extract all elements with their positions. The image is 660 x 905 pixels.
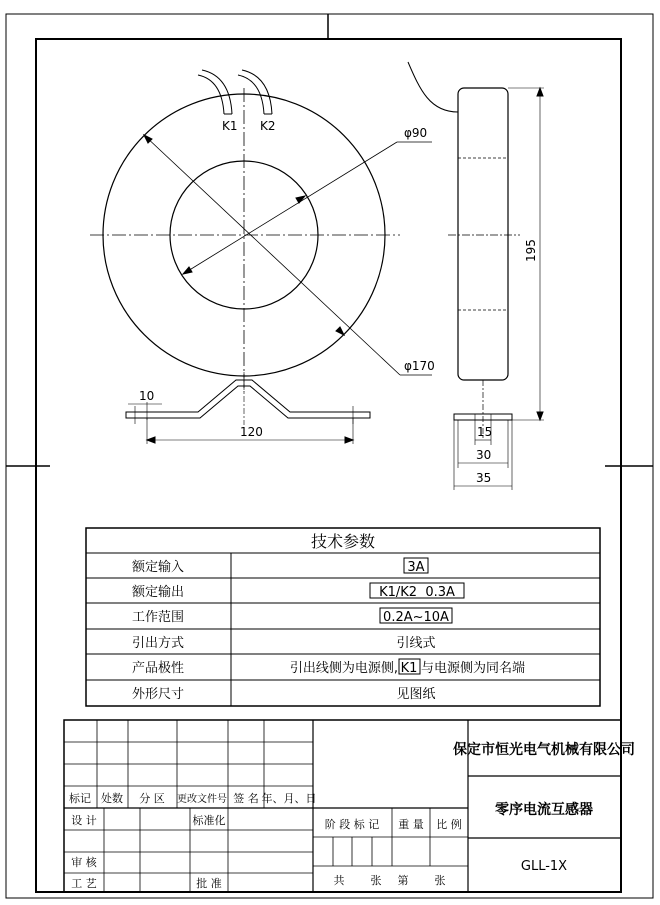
process-label: 工 艺: [71, 877, 97, 890]
height-label: 195: [524, 239, 538, 262]
tech-value-4-boxed: K1: [400, 661, 418, 676]
side-35-label: 35: [476, 471, 492, 485]
tech-value-1: K1/K2 0.3A: [379, 585, 455, 600]
rev-header-zone: 分 区: [139, 792, 165, 805]
review-label: 审 核: [71, 856, 97, 869]
tech-label-2: 工作范围: [131, 610, 185, 625]
inner-dia-line: [183, 142, 397, 274]
base-dim-arrow-r: [345, 437, 353, 443]
tech-value-5: 见图纸: [396, 687, 436, 702]
outer-dia-arrow2: [336, 327, 344, 335]
tech-label-0: 额定输入: [131, 560, 185, 575]
tech-label-1: 额定输出: [131, 585, 185, 600]
inner-dia-arrow: [183, 267, 192, 274]
sheet2-label: 张: [434, 874, 446, 887]
tech-value-4-prefix: 引出线侧为电源侧,: [289, 661, 398, 676]
tech-value-2: 0.2A~10A: [383, 610, 449, 625]
tech-label-5: 外形尺寸: [131, 687, 185, 702]
side-lead-wire: [408, 62, 458, 112]
lead-wire-k1-outer: [198, 75, 224, 114]
total-label: 共: [333, 874, 345, 887]
tech-value-3: 引线式: [396, 636, 436, 651]
rev-header-mark: 标记: [69, 792, 91, 805]
product-name: 零序电流互感器: [495, 802, 593, 818]
sheet-border: [6, 14, 653, 898]
slot-dim-label: 10: [139, 389, 155, 403]
side-30-label: 30: [476, 448, 492, 462]
sheet-label: 张: [370, 874, 382, 887]
side-view: [408, 62, 544, 490]
outer-dia-label: φ170: [404, 359, 435, 373]
rev-header-count: 处数: [101, 792, 123, 805]
height-arrow-bot: [537, 412, 543, 420]
rev-header-sign: 签 名: [233, 792, 259, 805]
standard-label: 标准化: [192, 814, 226, 827]
outer-dia-line: [144, 135, 400, 375]
scale-label: 比 例: [436, 818, 462, 831]
company-name: 保定市恒光电气机械有限公司: [453, 742, 635, 758]
k1-label: K1: [222, 119, 238, 133]
mounting-bracket: [126, 380, 370, 418]
weight-label: 重 量: [398, 818, 424, 831]
tech-value-4-suffix: 与电源侧为同名端: [421, 661, 526, 676]
side-body: [458, 88, 508, 380]
base-width-label: 120: [240, 425, 263, 439]
rev-header-date: 年、月、日: [261, 792, 317, 805]
k2-label: K2: [260, 119, 276, 133]
stage-mark-label: 阶 段 标 记: [324, 818, 380, 831]
approve-label: 批 准: [196, 877, 222, 890]
design-label: 设 计: [71, 814, 97, 827]
tech-table-title: 技术参数: [310, 532, 376, 551]
side-15-label: 15: [477, 425, 493, 439]
model-number: GLL-1X: [520, 859, 568, 874]
lead-wire-k2-inner: [242, 70, 272, 114]
nth-label: 第: [397, 874, 409, 887]
base-dim-arrow-l: [147, 437, 155, 443]
lead-wire-k1-inner: [202, 70, 232, 114]
height-arrow-top: [537, 88, 543, 96]
tech-value-0: 3A: [407, 560, 425, 575]
inner-dia-label: φ90: [404, 126, 428, 140]
tech-label-3: 引出方式: [131, 636, 185, 651]
tech-label-4: 产品极性: [131, 661, 185, 676]
rev-header-docno: 更改文件号: [177, 794, 227, 805]
